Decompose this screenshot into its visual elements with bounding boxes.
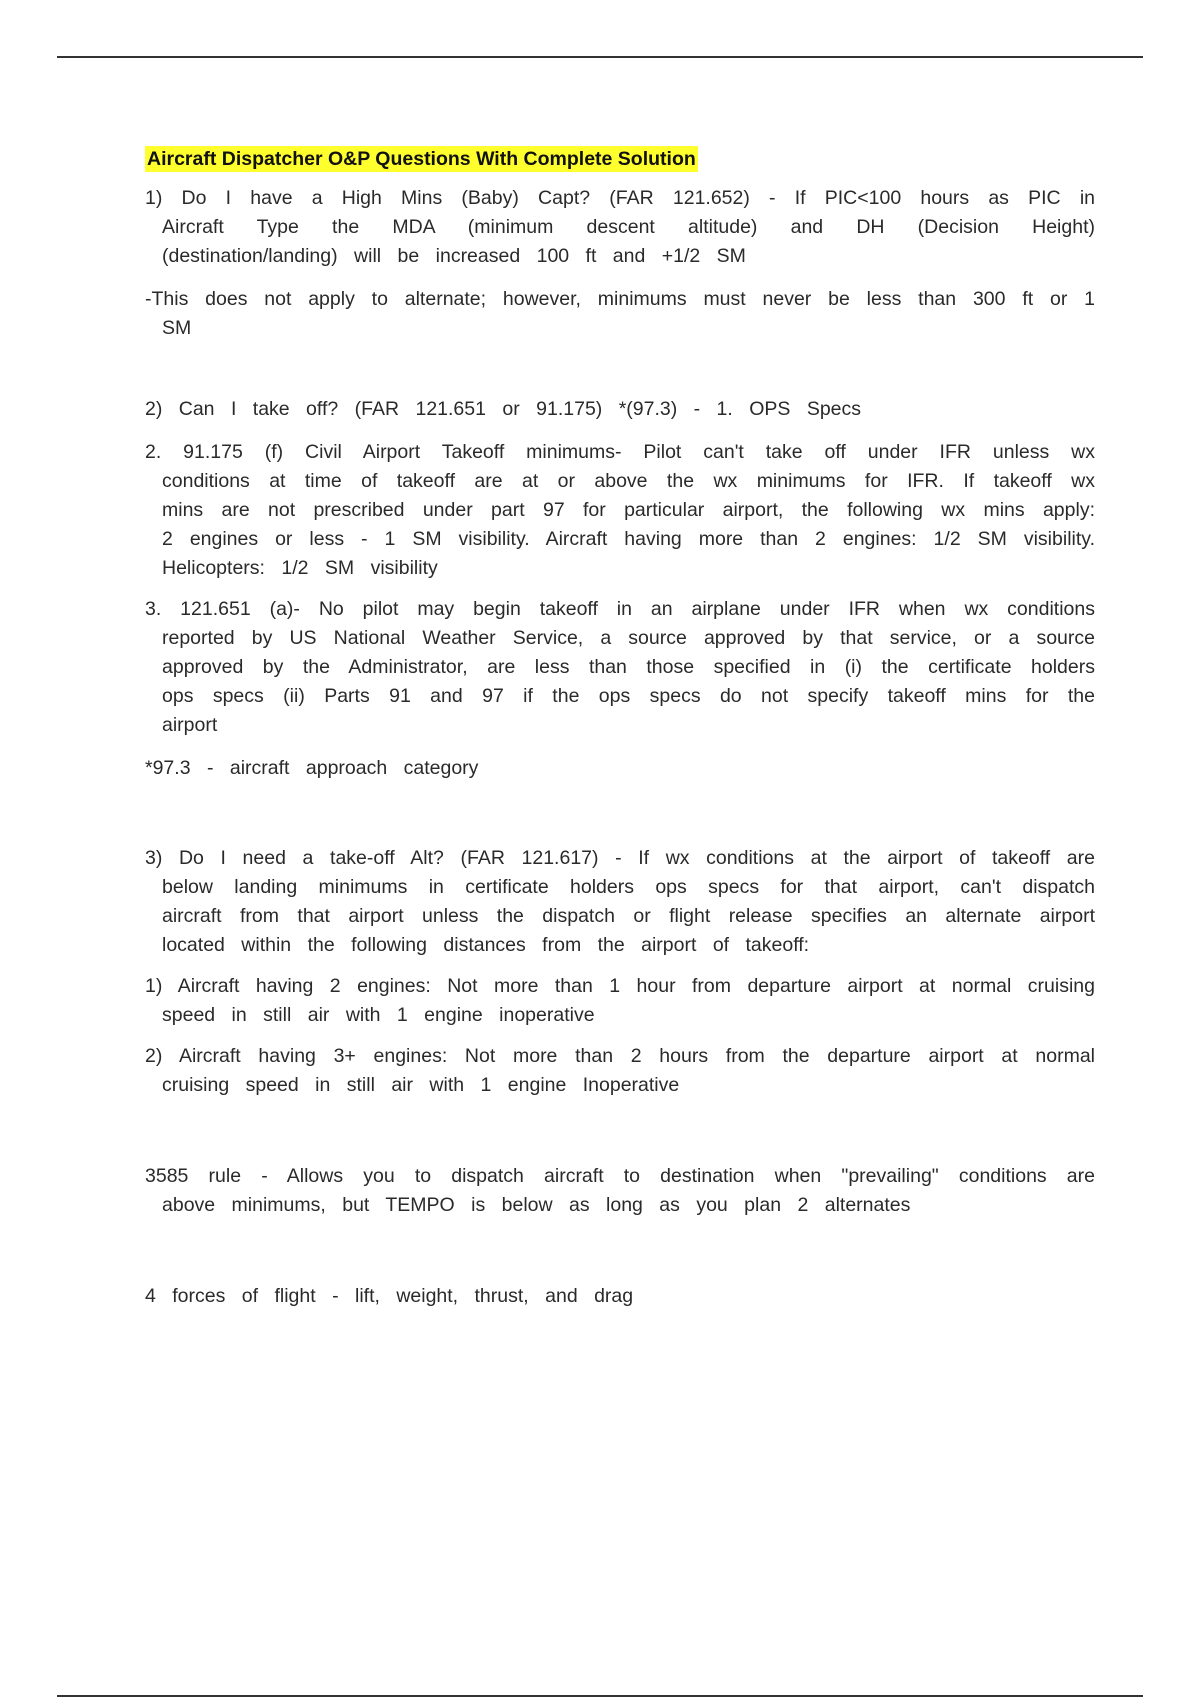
paragraph-forces-of-flight: 4 forces of flight - lift, weight, thrust, and drag — [145, 1285, 634, 1307]
document-title: Aircraft Dispatcher O&P Questions With Complete Solution — [147, 148, 696, 170]
footer-rule — [57, 1695, 1143, 1697]
paragraph-q2-footnote: *97.3 - aircraft approach category — [145, 757, 479, 779]
paragraph-q3-sub2: 2) Aircraft having 3+ engines: Not more than 2 hours from the departure airport at normal cruising speed in still air with 1 engine Inoperative — [145, 1045, 1095, 1096]
document-body — [145, 146, 1095, 1311]
paragraph-q2: 2) Can I take off? (FAR 121.651 or 91.175) *(97.3) - 1. OPS Specs — [145, 398, 862, 420]
paragraph-q1: 1) Do I have a High Mins (Baby) Capt? (FAR 121.652) - If PIC<100 hours as PIC in Aircraft Type the MDA (minimum descent altitude) and DH (Decision Height) (destination/landing) will be increased 100 ft and +1/2 SM — [145, 187, 1095, 267]
paragraph-3585-rule: 3585 rule - Allows you to dispatch aircraft to destination when "prevailing" conditions are above minimums, but TEMPO is below as long as you plan 2 alternates — [145, 1165, 1095, 1216]
paragraph-q2-item3: 3. 121.651 (a)- No pilot may begin takeoff in an airplane under IFR when wx conditions reported by US National Weather Service, a source approved by that service, or a source approved by the Administrator, are less than those specified in (i) the certificate holders ops specs (ii) Parts 91 and 97 if the ops specs do not specify takeoff mins for the airport — [145, 598, 1095, 736]
paragraph-q1-note: -This does not apply to alternate; however, minimums must never be less than 300 ft or 1 SM — [145, 288, 1095, 339]
paragraph-q3-sub1: 1) Aircraft having 2 engines: Not more than 1 hour from departure airport at normal cruising speed in still air with 1 engine inoperative — [145, 975, 1095, 1026]
paragraph-q2-item2: 2. 91.175 (f) Civil Airport Takeoff minimums- Pilot can't take off under IFR unless wx conditions at time of takeoff are at or above the wx minimums for IFR. If takeoff wx mins are not prescribed under part 97 for particular airport, the following wx mins apply: 2 engines or less - 1 SM visibility. Aircraft having more than 2 engines: 1/2 SM visibility. Helicopters: 1/2 SM visibility — [145, 441, 1095, 579]
paragraph-q3: 3) Do I need a take-off Alt? (FAR 121.617) - If wx conditions at the airport of takeoff are below landing minimums in certificate holders ops specs for that airport, can't dispatch aircraft from that airport unless the dispatch or flight release specifies an alternate airport located within the following distances from the airport of takeoff: — [145, 847, 1095, 956]
header-rule — [57, 56, 1143, 58]
